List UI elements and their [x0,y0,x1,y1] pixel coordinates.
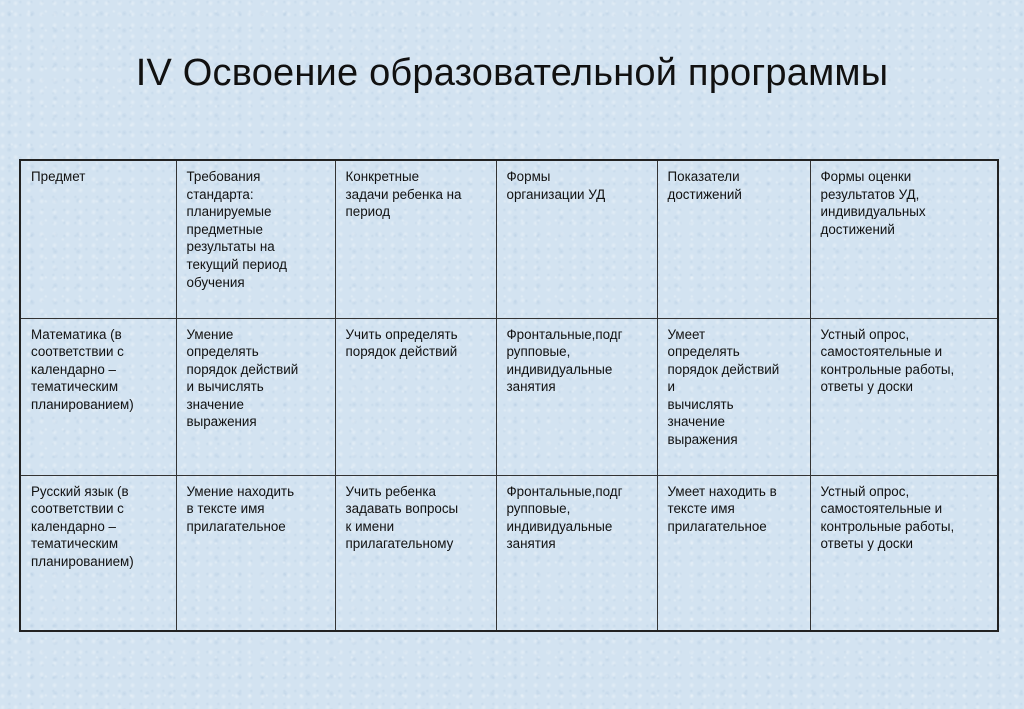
table-cell: Русский язык (в соответствии с календарно – тематическим планированием) [20,475,176,631]
table-cell: Умение находить в тексте имя прилагательное [176,475,335,631]
header-cell-achievement-indicators: Показатели достижений [657,160,810,318]
table-row [20,475,998,631]
table-cell: Фронтальные,подг рупповые, индивидуальные занятия [496,475,657,631]
table-header-row [20,160,998,318]
table-cell: Фронтальные,подг рупповые, индивидуальные занятия [496,318,657,475]
table-row [20,318,998,475]
header-cell-assessment-forms: Формы оценки результатов УД, индивидуальных достижений [810,160,998,318]
table-cell: Устный опрос, самостоятельные и контрольные работы, ответы у доски [810,475,998,631]
program-table [19,159,999,632]
table-cell: Умение определять порядок действий и вычислять значение выражения [176,318,335,475]
table-cell: Умеет находить в тексте имя прилагательное [657,475,810,631]
table-cell: Математика (в соответствии с календарно – тематическим планированием) [20,318,176,475]
table-cell: Учить определять порядок действий [335,318,496,475]
header-cell-child-tasks: Конкретные задачи ребенка на период [335,160,496,318]
header-cell-activity-forms: Формы организации УД [496,160,657,318]
slide-title: IV Освоение образовательной программы [135,52,889,94]
table-cell: Умеет определять порядок действий и вычислять значение выражения [657,318,810,475]
header-cell-standard-requirements: Требования стандарта: планируемые предметные результаты на текущий период обучения [176,160,335,318]
table-cell: Устный опрос, самостоятельные и контрольные работы, ответы у доски [810,318,998,475]
table-cell: Учить ребенка задавать вопросы к имени прилагательному [335,475,496,631]
header-cell-subject: Предмет [20,160,176,318]
